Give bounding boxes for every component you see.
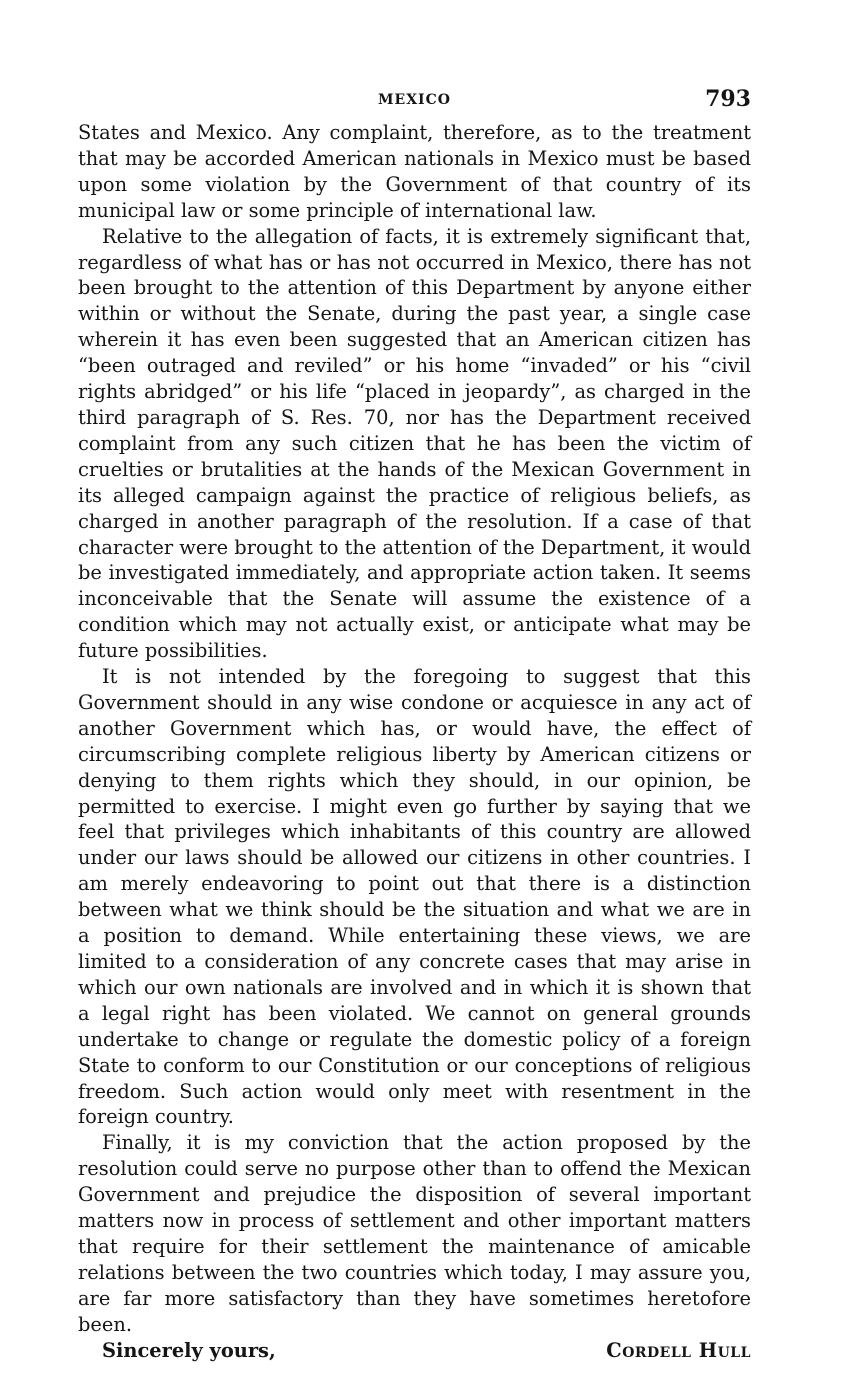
page-number: 793 [705,86,751,112]
valediction: Sincerely yours, [102,1338,276,1362]
signature: Cordell Hull [606,1338,751,1362]
paragraph-3: It is not intended by the foregoing to suggest that this Government should in any wise condone or acquiesce in any act of another Government which has, or would have, the effect of circumscribing complete religious liberty by American citizens or denying to them rights which they should, in our opinion, be permitted to exercise. I might even go further by saying that we feel that privileges which inhabitants of this country are allowed under our laws should be allowed our citizens in other countries. I am merely endeavoring to point out that there is a distinction between what we think should be the situation and what we are in a position to demand. While entertaining these views, we are limited to a consideration of any concrete cases that may arise in which our own nationals are involved and in which it is shown that a legal right has been violated. We cannot on general grounds undertake to change or regulate the domestic policy of a foreign State to conform to our Constitution or our conceptions of religious freedom. Such action would only meet with resentment in the foreign country. [78,665,751,1129]
letter-closing [78,1338,751,1368]
paragraph-2: Relative to the allegation of facts, it is extremely significant that, regardless of what has or has not occurred in Mexico, there has not been brought to the attention of this Department by anyone either within or without the Senate, during the past year, a single case wherein it has even been suggested that an American citizen has “been outraged and reviled” or his home “invaded” or his “civil rights abridged” or his life “placed in jeopardy”, as charged in the third paragraph of S. Res. 70, nor has the Department received complaint from any such citizen that he has been the victim of cruelties or brutalities at the hands of the Mexican Government in its alleged campaign against the practice of religious beliefs, as charged in another paragraph of the resolution. If a case of that character were brought to the attention of the Department, it would be investigated immediately, and appropriate action taken. It seems inconceivable that the Senate will assume the existence of a condition which may not actually exist, or anticipate what may be future possibilities. [78,224,751,663]
document-page [78,86,751,1368]
page-header [78,86,751,120]
running-head: MEXICO [378,92,451,108]
paragraph-4: Finally, it is my conviction that the action proposed by the resolution could serve no purpose other than to offend the Mexican Government and prejudice the disposition of several important matters now in process of settlement and other important matters that require for their settlement the maintenance of amicable relations between the two countries which today, I may assure you, are far more satisfactory than they have sometimes heretofore been. [78,1131,751,1336]
paragraph-1: States and Mexico. Any complaint, therefore, as to the treatment that may be accorded American nationals in Mexico must be based upon some violation by the Government of that country of its municipal law or some principle of international law. [78,121,751,222]
